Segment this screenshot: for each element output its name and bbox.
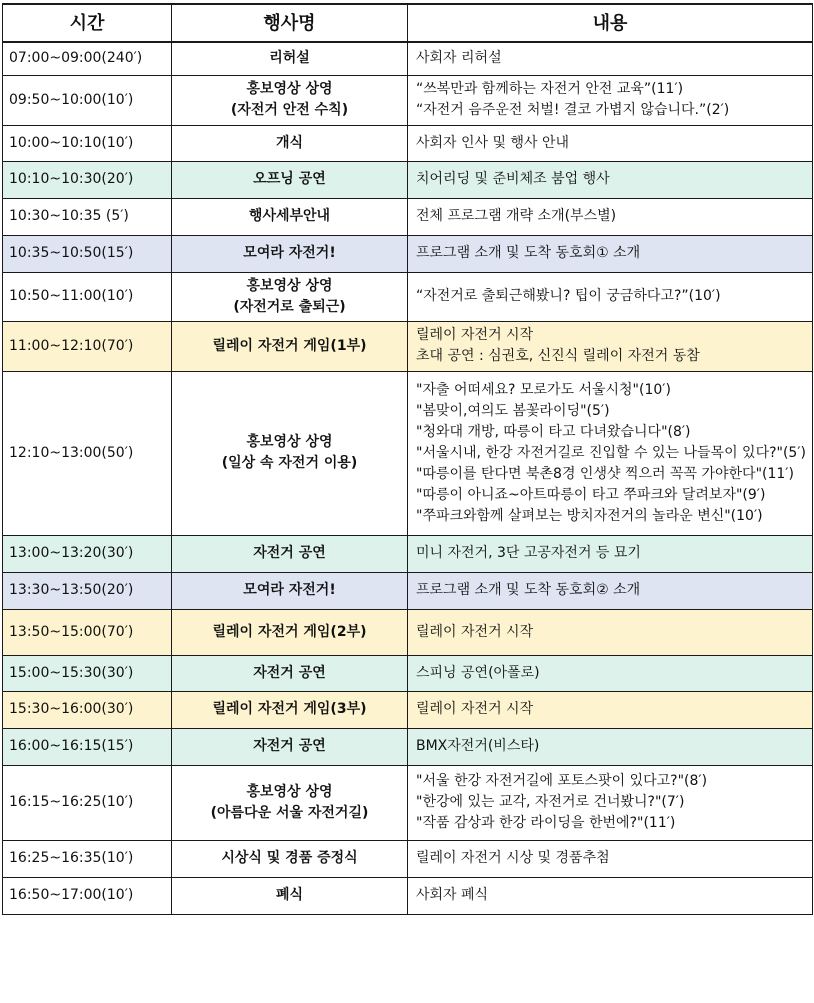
content-cell [408,765,813,840]
schedule-table [2,3,813,915]
table-row [3,161,813,198]
table-row [3,42,813,75]
content-cell [408,655,813,691]
content-line: "따릉이 아니죠~아트따릉이 타고 쭈파크와 달려보자"(9′) [416,486,766,503]
content-cell [408,235,813,272]
time-cell: 16:25~16:35(10′) [3,840,172,877]
content-line: “쓰복만과 함께하는 자전거 안전 교육”(11′) [416,81,684,97]
header-time: 시간 [3,4,172,42]
header-row [3,4,813,42]
event-line: (자전거 안전 수칙) [230,102,349,118]
content-line: "자출 어떠세요? 모로가도 서울시청"(10′) [416,381,671,398]
event-line: 자전거 공연 [253,545,326,561]
event-line: 릴레이 자전거 게임(1부) [212,337,367,354]
content-line: "쭈파크와함께 살펴보는 방치자전거의 놀라운 변신"(10′) [416,507,763,524]
content-line: 사회자 폐식 [416,887,489,903]
event-line: 행사세부안내 [248,208,331,224]
content-line: "청와대 개방, 따릉이 타고 다녀왔습니다"(8′) [416,423,691,440]
event-line: 모여라 자전거! [243,582,336,598]
time-cell: 16:50~17:00(10′) [3,877,172,914]
content-line: 전체 프로그램 개략 소개(부스별) [416,208,617,224]
table-row [3,235,813,272]
event-line: 릴레이 자전거 게임(2부) [212,623,367,640]
event-cell [172,728,408,765]
time-cell: 10:35~10:50(15′) [3,235,172,272]
event-line: 모여라 자전거! [243,245,336,261]
table-row [3,691,813,728]
time-cell: 11:00~12:10(70′) [3,321,172,371]
content-line: "서울시내, 한강 자전거길로 진입할 수 있는 나들목이 있다?"(5′) [416,444,806,461]
content-line: 릴레이 자전거 시작 [416,327,534,343]
event-cell [172,321,408,371]
time-cell: 10:50~11:00(10′) [3,272,172,321]
event-cell [172,198,408,235]
content-cell [408,125,813,161]
event-line: 자전거 공연 [253,738,326,754]
content-line: "서울 한강 자전거길에 포토스팟이 있다고?"(8′) [416,773,708,789]
time-cell: 10:00~10:10(10′) [3,125,172,161]
content-cell [408,609,813,655]
content-line: 미니 자전거, 3단 고공자전거 등 묘기 [416,545,641,561]
content-line: 릴레이 자전거 시작 [416,623,534,640]
header-content: 내용 [408,4,813,42]
content-line: 프로그램 소개 및 도착 동호회① 소개 [416,245,641,261]
event-line: 시상식 및 경품 증정식 [221,850,358,866]
content-cell [408,272,813,321]
content-line: 치어리딩 및 준비체조 붐업 행사 [416,171,610,187]
time-cell: 13:30~13:50(20′) [3,572,172,609]
table-row [3,272,813,321]
content-line: 초대 공연 : 심권호, 신진식 릴레이 자전거 동참 [416,348,700,364]
table-row [3,125,813,161]
event-cell [172,840,408,877]
content-cell [408,161,813,198]
time-cell: 07:00~09:00(240′) [3,42,172,75]
event-cell [172,272,408,321]
content-cell [408,877,813,914]
content-cell [408,321,813,371]
content-line: "따릉이를 탄다면 북촌8경 인생샷 찍으러 꼭꼭 가야한다"(11′) [416,465,794,482]
event-line: (자전거로 출퇴근) [233,298,346,315]
content-line: 사회자 인사 및 행사 안내 [416,134,570,151]
time-cell: 12:10~13:00(50′) [3,371,172,535]
time-cell: 16:00~16:15(15′) [3,728,172,765]
event-line: (일상 속 자전거 이용) [221,455,358,471]
content-cell [408,42,813,75]
time-cell: 13:50~15:00(70′) [3,609,172,655]
table-row [3,765,813,840]
time-cell: 09:50~10:00(10′) [3,75,172,125]
event-line: 릴레이 자전거 게임(3부) [212,701,367,717]
content-line: 프로그램 소개 및 도착 동호회② 소개 [416,582,641,598]
content-line: 릴레이 자전거 시상 및 경품추첨 [416,850,610,866]
content-line: 릴레이 자전거 시작 [416,701,534,717]
table-row [3,572,813,609]
event-cell [172,535,408,572]
content-line: "봄맞이,여의도 봄꽃라이딩"(5′) [416,402,610,419]
event-cell [172,572,408,609]
content-line: “자전거로 출퇴근해봤니? 팁이 궁금하다고?”(10′) [416,288,721,304]
event-cell [172,655,408,691]
content-line: "한강에 있는 교각, 자전거로 건너봤니?"(7′) [416,794,685,810]
event-cell [172,765,408,840]
event-line: 자전거 공연 [253,664,326,681]
event-line: 홍보영상 상영 [246,434,333,450]
content-cell [408,572,813,609]
event-line: 폐식 [275,887,304,903]
event-line: 홍보영상 상영 [246,783,333,800]
event-cell [172,42,408,75]
time-cell: 16:15~16:25(10′) [3,765,172,840]
time-cell: 10:30~10:35 (5′) [3,198,172,235]
content-line: 사회자 리허설 [416,50,502,67]
content-line: BMX자전거(비스타) [416,738,540,754]
time-cell: 15:00~15:30(30′) [3,655,172,691]
event-cell [172,125,408,161]
table-row [3,75,813,125]
event-line: 개식 [275,134,304,151]
event-cell [172,691,408,728]
content-line: “자전거 음주운전 처벌! 결코 가볍지 않습니다.”(2′) [416,102,730,118]
event-line: 홍보영상 상영 [246,81,333,97]
table-row [3,877,813,914]
header-event: 행사명 [172,4,408,42]
content-line: 스피닝 공연(아폴로) [416,664,540,681]
schedule-body [3,42,813,914]
event-cell [172,371,408,535]
event-cell [172,161,408,198]
content-cell [408,691,813,728]
content-cell [408,75,813,125]
table-row [3,198,813,235]
table-row [3,655,813,691]
table-row [3,840,813,877]
event-line: 홍보영상 상영 [246,277,333,294]
time-cell: 15:30~16:00(30′) [3,691,172,728]
event-cell [172,75,408,125]
event-cell [172,877,408,914]
event-cell [172,609,408,655]
content-cell [408,371,813,535]
table-row [3,728,813,765]
event-line: (아름다운 서울 자전거길) [210,804,369,821]
content-cell [408,198,813,235]
content-cell [408,535,813,572]
event-line: 리허설 [269,50,310,67]
time-cell: 13:00~13:20(30′) [3,535,172,572]
time-cell: 10:10~10:30(20′) [3,161,172,198]
content-line: "작품 감상과 한강 라이딩을 한번에?"(11′) [416,815,676,831]
table-row [3,371,813,535]
content-cell [408,728,813,765]
event-cell [172,235,408,272]
event-line: 오프닝 공연 [253,171,326,187]
content-cell [408,840,813,877]
table-row [3,609,813,655]
table-row [3,535,813,572]
table-row [3,321,813,371]
